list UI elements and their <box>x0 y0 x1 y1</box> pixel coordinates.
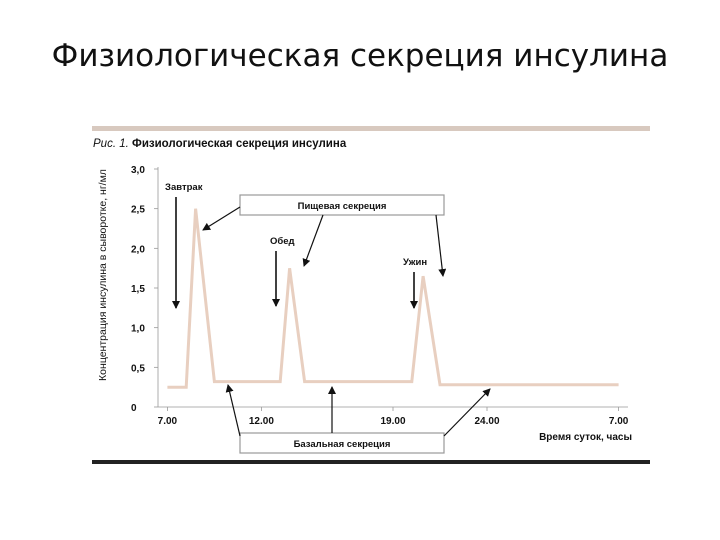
y-tick-label: 3,0 <box>131 165 145 176</box>
y-tick-label: 0,5 <box>131 363 145 375</box>
bottom-rule <box>92 460 650 464</box>
basal-secretion-arrow <box>228 385 240 436</box>
y-tick-label: 1,0 <box>131 323 145 335</box>
y-tick-label: 2,0 <box>131 244 145 256</box>
basal-secretion-arrow <box>444 389 490 436</box>
y-tick-label: 0 <box>131 403 137 414</box>
meal-label: Ужин <box>403 257 428 268</box>
x-tick-label: 12.00 <box>248 416 274 427</box>
figure-number: Рис. 1. <box>93 138 129 150</box>
y-tick-label: 2,5 <box>131 204 145 216</box>
meal-label: Завтрак <box>165 182 203 193</box>
x-tick-label: 7.00 <box>608 416 629 427</box>
slide-title: Физиологическая секреция инсулина <box>51 38 669 74</box>
meal-secretion-label: Пищевая секреция <box>297 201 387 212</box>
x-axis-label: Время суток, часы <box>539 432 632 443</box>
y-axis-label: Концентрация инсулина в сыворотке, нг/мл <box>97 169 109 381</box>
x-tick-label: 19.00 <box>380 416 406 427</box>
x-tick-label: 24.00 <box>474 416 500 427</box>
meal-secretion-arrow <box>304 215 323 266</box>
meal-label: Обед <box>270 236 295 247</box>
insulin-series-line <box>167 209 618 388</box>
meal-secretion-arrow <box>436 215 443 276</box>
meal-secretion-arrow <box>203 207 240 230</box>
figure-caption-text: Физиологическая секреция инсулина <box>132 138 347 150</box>
x-tick-label: 7.00 <box>157 416 178 427</box>
basal-secretion-label: Базальная секреция <box>293 439 391 450</box>
y-tick-label: 1,5 <box>131 284 145 295</box>
